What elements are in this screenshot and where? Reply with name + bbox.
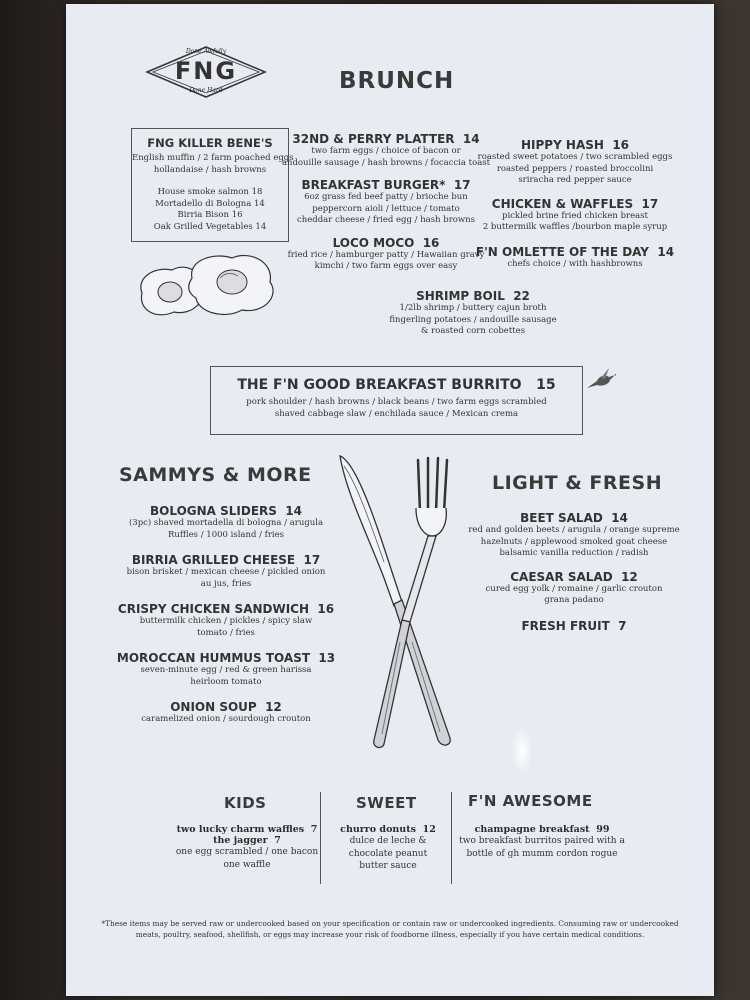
light-fresh-title: LIGHT & FRESH <box>492 472 663 494</box>
item-price: 16 <box>612 138 630 152</box>
menu-paper <box>66 4 714 996</box>
item-desc: (3pc) shaved mortadella di bologna / arugula <box>128 518 324 528</box>
item-name: SHRIMP BOIL <box>416 289 505 303</box>
item-desc: shaved cabbage slaw / enchilada sauce / Mexican crema <box>274 408 519 419</box>
item-desc: roasted peppers / roasted broccolini <box>496 163 654 174</box>
light-fresh-list <box>459 511 689 633</box>
brunch-title: BRUNCH <box>339 68 455 94</box>
brunch-center-column <box>281 132 491 273</box>
item-name: BIRRIA GRILLED CHEESE <box>131 553 296 567</box>
item-price: 15 <box>536 377 556 393</box>
item-desc: chefs choice / with hashbrowns <box>507 258 643 269</box>
item-name: HIPPY HASH <box>520 138 604 152</box>
item-desc: cheddar cheese / fried egg / hash browns <box>296 215 476 225</box>
item-desc: bottle of gh mumm cordon rogue <box>466 848 618 859</box>
awesome-list <box>452 824 632 860</box>
logo-tagline-bottom: Done Hard <box>189 87 223 94</box>
brunch-right-column <box>470 138 680 270</box>
bene-option-price: 14 <box>254 198 265 209</box>
sweet-item-price: 12 <box>422 824 436 835</box>
item-desc: red and golden beets / arugula / orange supreme <box>468 525 680 535</box>
menu-item-title <box>106 700 346 714</box>
bene-option-name: Mortadello di Bologna <box>155 198 252 209</box>
bene-title: FNG KILLER BENE'S <box>147 136 273 150</box>
menu-item-title <box>106 553 346 567</box>
shrimp-boil-item <box>378 289 568 338</box>
menu-item-title <box>281 132 491 146</box>
burrito-box <box>210 366 583 435</box>
item-price: 22 <box>513 289 530 303</box>
logo-text: FNG <box>174 57 238 85</box>
disclaimer-line: *These items may be served raw or undercooked based on your specification or contain raw or undercooked ingredients. Consuming raw or undercooked <box>101 919 679 928</box>
item-price: 12 <box>265 700 282 714</box>
item-desc: balsamic vanilla reduction / radish <box>499 548 649 558</box>
item-desc: bison brisket / mexican cheese / pickled onion <box>126 567 326 577</box>
item-desc: fried rice / hamburger patty / Hawaiian gravy <box>287 249 485 260</box>
item-desc: chocolate peanut <box>348 848 428 859</box>
item-desc: pickled brine fried chicken breast <box>502 210 648 221</box>
menu-item-title <box>281 236 491 250</box>
item-price: 14 <box>657 244 675 259</box>
sweet-item-name: churro donuts <box>340 824 416 835</box>
bene-box <box>131 128 294 242</box>
item-name: CHICKEN & WAFFLES <box>491 196 634 211</box>
item-desc: peppercorn aioli / lettuce / tomato <box>312 203 460 214</box>
item-desc: au jus, fries <box>200 578 252 589</box>
sweet-list <box>328 824 448 873</box>
item-desc: two breakfast burritos paired with a <box>459 836 625 846</box>
awesome-item-name: champagne breakfast <box>474 824 590 835</box>
kids-list <box>166 824 328 872</box>
bene-option-name: House smoke salmon <box>157 187 249 197</box>
item-desc: 6oz grass fed beef patty / brioche bun <box>304 192 468 202</box>
item-price: 12 <box>621 569 638 584</box>
item-price: 14 <box>462 132 480 146</box>
item-desc: dulce de leche & <box>349 836 427 846</box>
kids-item-name: two lucky charm waffles <box>176 824 305 835</box>
item-desc: andouille sausage / hash browns / focaccia toast <box>281 157 491 168</box>
menu-item-title <box>470 245 680 259</box>
menu-item-title <box>281 178 491 192</box>
item-desc: fingerling potatoes / andouille sausage <box>389 314 557 325</box>
item-desc: Ruffles / 1000 island / fries <box>168 529 284 540</box>
hummingbird-icon <box>583 366 617 394</box>
allergy-disclaimer <box>66 918 714 940</box>
burrito-title <box>211 377 582 393</box>
item-desc: 1/2lb shrimp / buttery cajun broth <box>399 303 547 313</box>
item-desc: one egg scrambled / one bacon <box>175 847 319 857</box>
item-desc: grana padano <box>544 595 604 605</box>
disclaimer-line: meats, poultry, seafood, shellfish, or eggs may increase your risk of foodborne illness, especially if you have certain medical conditions. <box>135 930 645 939</box>
item-name: BREAKFAST BURGER* <box>301 178 446 192</box>
bene-desc-2: hollandaise / hash browns <box>153 164 267 175</box>
item-name: CRISPY CHICKEN SANDWICH <box>117 602 310 616</box>
item-desc: two farm eggs / choice of bacon or <box>311 146 461 156</box>
item-desc: 2 buttermilk waffles /bourbon maple syrup <box>482 222 668 232</box>
item-desc: seven-minute egg / red & green harissa <box>140 665 312 675</box>
bene-option-price: 14 <box>255 221 267 232</box>
menu-item-title <box>470 197 680 211</box>
item-desc: & roasted corn cobettes <box>420 326 526 336</box>
bene-option-name: Oak Grilled Vegetables <box>153 221 253 232</box>
item-name: ONION SOUP <box>170 700 257 714</box>
item-desc: buttermilk chicken / pickles / spicy slaw <box>139 616 313 626</box>
item-desc: hazelnuts / applewood smoked goat cheese <box>480 536 668 547</box>
item-price: 14 <box>611 511 628 525</box>
item-desc: butter sauce <box>359 861 417 871</box>
item-name: BEET SALAD <box>520 511 603 525</box>
item-price: 17 <box>303 553 321 567</box>
item-name: F'N OMLETTE OF THE DAY <box>475 244 649 259</box>
kids-item-name: the jagger <box>213 835 268 846</box>
sweet-title: SWEET <box>356 794 417 812</box>
item-desc: caramelized onion / sourdough crouton <box>141 714 311 724</box>
divider <box>320 792 321 884</box>
item-price: 7 <box>618 618 627 633</box>
menu-item-title <box>106 602 346 616</box>
menu-item-title <box>470 138 680 152</box>
menu-item-title <box>459 619 689 633</box>
item-name: LOCO MOCO <box>332 235 415 250</box>
knife-fork-illustration <box>332 452 462 752</box>
bene-option-price: 16 <box>231 210 243 220</box>
item-price: 13 <box>318 651 336 665</box>
item-name: 32ND & PERRY PLATTER <box>292 132 455 146</box>
kids-item-price: 7 <box>310 824 318 835</box>
item-name: THE F'N GOOD BREAKFAST BURRITO <box>237 377 522 393</box>
item-desc: one waffle <box>223 860 271 870</box>
kids-item-price: 7 <box>274 835 281 846</box>
logo-tagline-top: Done Awfully <box>185 48 227 55</box>
item-name: MOROCCAN HUMMUS TOAST <box>116 651 311 665</box>
item-price: 14 <box>285 504 302 518</box>
menu-item-title <box>459 511 689 525</box>
item-desc: tomato / fries <box>197 627 255 638</box>
item-desc: cured egg yolk / romaine / garlic crouton <box>485 583 663 594</box>
item-price: 17 <box>641 196 659 211</box>
item-desc: heirloom tomato <box>190 676 262 687</box>
item-price: 17 <box>453 178 471 192</box>
menu-item-title <box>378 289 568 303</box>
item-desc: kimchi / two farm eggs over easy <box>314 261 458 271</box>
item-name: CAESAR SALAD <box>510 569 613 584</box>
bene-desc-1: English muffin / 2 farm poached eggs <box>132 153 294 163</box>
item-price: 16 <box>422 235 440 250</box>
item-name: BOLOGNA SLIDERS <box>150 504 277 518</box>
sammys-list <box>106 504 346 726</box>
awesome-item-price: 99 <box>596 824 610 835</box>
awesome-title: F'N AWESOME <box>468 792 593 810</box>
kids-title: KIDS <box>224 794 267 812</box>
sammys-title: SAMMYS & MORE <box>119 464 312 486</box>
item-desc: sriracha red pepper sauce <box>518 175 632 185</box>
item-name: FRESH FRUIT <box>521 618 610 633</box>
paper-crease <box>512 728 532 774</box>
menu-item-title <box>106 651 346 665</box>
menu-item-title <box>106 504 346 518</box>
bene-option-price: 18 <box>251 187 263 197</box>
bene-option-name: Birria Bison <box>177 210 229 220</box>
menu-item-title <box>459 570 689 584</box>
fried-eggs-illustration <box>134 248 284 328</box>
item-desc: pork shoulder / hash browns / black beans / two farm eggs scrambled <box>246 397 547 407</box>
item-desc: roasted sweet potatoes / two scrambled eggs <box>477 152 673 162</box>
item-price: 16 <box>317 602 335 616</box>
